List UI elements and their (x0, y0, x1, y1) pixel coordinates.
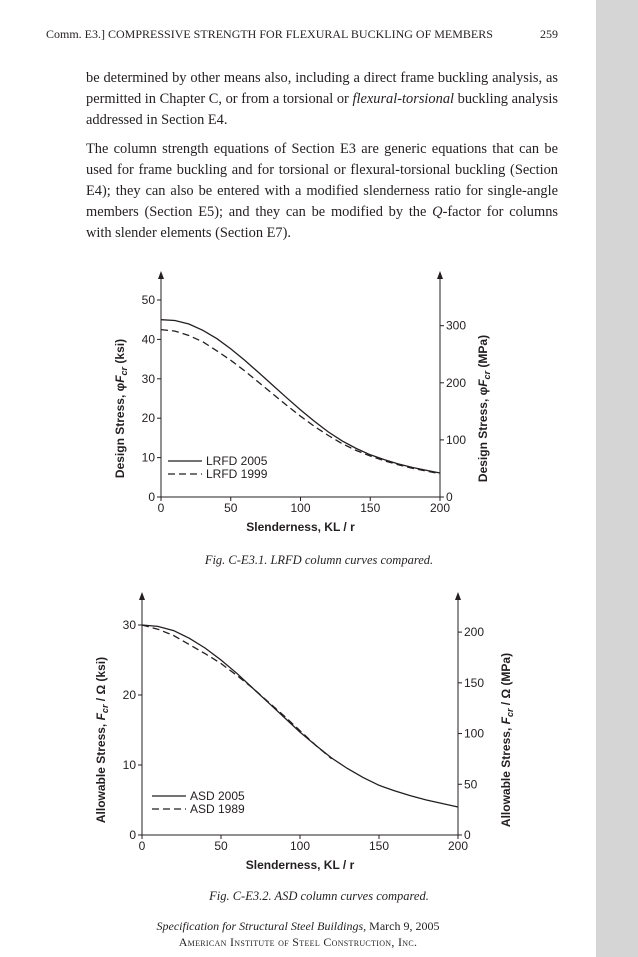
figure-1-caption: Fig. C-E3.1. LRFD column curves compared. (204, 553, 434, 567)
series-line-2 (142, 625, 332, 759)
y-right-tick-label: 0 (464, 828, 471, 842)
y-left-tick-label: 0 (129, 828, 136, 842)
x-tick-label: 150 (360, 501, 381, 515)
y-left-tick-label: 40 (141, 332, 155, 347)
paragraph-2-text-b: -factor for columns with slender elements (Section E7). (86, 204, 558, 241)
header-title: Comm. E3.] COMPRESSIVE STRENGTH FOR FLEXURAL BUCKLING OF MEMBERS (46, 27, 493, 41)
series-line-2 (161, 330, 440, 474)
series-line-1 (142, 625, 458, 807)
y-right-tick-label: 0 (446, 490, 453, 504)
footer-publisher: American Institute of Steel Construction, Inc. (178, 935, 418, 949)
footer-line-1 (0, 919, 596, 934)
x-tick-label: 100 (289, 839, 311, 853)
right-margin-band (596, 0, 638, 957)
footer-date: March 9, 2005 (366, 919, 440, 933)
footer-spec-title: Specification for Structural Steel Buildings, (156, 919, 367, 933)
y-left-tick-label: 30 (141, 371, 155, 386)
figure-2-caption: Fig. C-E3.2. ASD column curves compared. (209, 889, 429, 903)
footer-line-2 (0, 935, 596, 950)
paragraph-2-italic: Q (432, 204, 443, 220)
right-axis-arrow-icon (437, 271, 443, 279)
lrfd-column-curves-chart (0, 265, 596, 555)
left-axis-arrow-icon (139, 592, 145, 600)
y-axis-label-left: Design Stress, $\varphi F_{cr}$ (ksi) (113, 338, 129, 479)
y-axis-label-right: Design Stress, $\varphi F_{cr}$ (MPa) (476, 334, 492, 483)
y-right-tick-label: 300 (446, 318, 467, 333)
x-tick-label: 0 (157, 501, 165, 515)
y-right-tick-label: 200 (464, 625, 485, 640)
y-right-tick-label: 200 (446, 375, 467, 390)
paragraph-1-italic: flexural-torsional (352, 91, 455, 107)
page-number: 259 (540, 27, 558, 41)
y-left-tick-label: 10 (122, 758, 136, 772)
x-axis-label: Slenderness, KL / r (245, 858, 355, 872)
x-tick-label: 200 (429, 501, 451, 515)
paragraph-2 (86, 139, 558, 244)
y-left-tick-label: 30 (122, 618, 136, 632)
y-left-tick-label: 20 (122, 688, 136, 702)
left-axis-arrow-icon (158, 271, 164, 279)
y-left-tick-label: 20 (141, 411, 155, 426)
y-right-tick-label: 150 (464, 675, 485, 690)
x-tick-label: 0 (138, 839, 146, 853)
y-left-tick-label: 50 (141, 293, 155, 307)
y-left-tick-label: 0 (148, 490, 155, 504)
x-axis-label: Slenderness, KL / r (246, 520, 355, 534)
x-tick-label: 50 (224, 501, 238, 515)
y-right-tick-label: 50 (464, 777, 478, 792)
y-axis-label-left: Allowable Stress, $F_{cr}$ / Ω (ksi) (94, 656, 110, 824)
paragraph-1 (86, 68, 558, 131)
legend-label-1: ASD 2005 (190, 789, 245, 803)
paragraph-1-text-b: buckling analysis addressed in Section E4. (86, 91, 559, 128)
paragraph-1-text-a: be determined by other means also, including a direct frame buckling analysis, as permitted in Chapter C, or from a torsional or (86, 70, 558, 107)
x-tick-label: 150 (368, 839, 390, 853)
y-axis-label-right: Allowable Stress, $F_{cr}$ / Ω (MPa) (499, 652, 515, 828)
x-tick-label: 200 (447, 839, 469, 853)
y-right-tick-label: 100 (464, 726, 485, 741)
paragraph-2-text-a: The column strength equations of Section E3 are generic equations that can be used for frame buckling and for torsional or flexural-torsional buckling (Section E4); they can also be entered with a modified slenderness ratio for single-angle members (Section E5); and they can be modified by the (86, 141, 558, 220)
y-right-tick-label: 100 (446, 432, 467, 447)
x-tick-label: 100 (290, 501, 311, 515)
legend-label-1: LRFD 2005 (206, 454, 268, 468)
series-line-1 (161, 320, 440, 473)
legend-label-2: ASD 1989 (190, 802, 245, 816)
x-tick-label: 50 (214, 839, 228, 853)
y-left-tick-label: 10 (141, 450, 155, 465)
right-axis-arrow-icon (455, 592, 461, 600)
asd-column-curves-chart (0, 582, 596, 882)
legend-label-2: LRFD 1999 (206, 467, 268, 481)
